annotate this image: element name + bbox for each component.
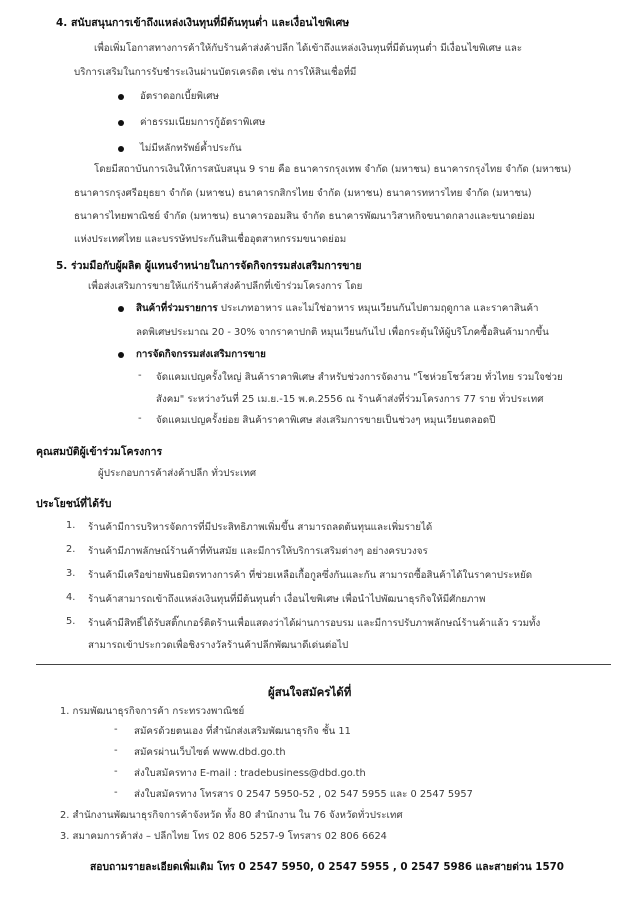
apply-channel-1: 1. กรมพัฒนาธุรกิจการค้า กระทรวงพาณิชย์: [60, 706, 245, 717]
benefit-2-number: 2.: [66, 544, 76, 555]
s5-sub-1-line-2: สังคม" ระหว่างวันที่ 25 เม.ย.-15 พ.ค.2556 ณ ร้านค้าส่งที่ร่วมโครงการ 77 ราย ทั่วประเทศ: [156, 394, 544, 405]
footer-contact: สอบถามรายละเอียดเพิ่มเติม โทร 0 2547 5950, 0 2547 5955 , 0 2547 5986 และสายด่วน 1570: [90, 861, 564, 873]
benefit-5-line-2: สามารถเข้าประกวดเพื่อชิงรางวัลร้านค้าปลีกพัฒนาดีเด่นต่อไป: [88, 640, 349, 651]
benefit-1-number: 1.: [66, 520, 76, 531]
s5-bullet-1-text: ประเภทอาหาร และไม่ใช่อาหาร หมุนเวียนกันไปตามฤดูกาล และราคาสินค้า: [220, 303, 539, 314]
benefit-3: ร้านค้ามีเครือข่ายพันธมิตรทางการค้า ที่ช่วยเหลือเกื้อกูลซึ่งกันและกัน สามารถซื้อสินค้าได้ในราคาประหยัด: [88, 570, 533, 581]
dash-icon: -: [114, 787, 118, 798]
s4-paragraph-line-1: เพื่อเพิ่มโอกาสทางการค้าให้กับร้านค้าส่งค้าปลีก ได้เข้าถึงแหล่งเงินทุนที่มีต้นทุนต่ำ มีเงื่อนไขพิเศษ และ: [94, 43, 523, 54]
dash-icon: -: [114, 724, 118, 735]
apply-heading: ผู้สนใจสมัครได้ที่: [268, 685, 352, 699]
bullet-icon: [118, 352, 124, 358]
s4-banks-line-1: โดยมีสถาบันการเงินให้การสนับสนุน 9 ราย คือ ธนาคารกรุงเทพ จำกัด (มหาชน) ธนาคารกรุงไทย จำกัด (มหาชน): [94, 164, 572, 175]
s5-bullet-1-label: สินค้าที่ร่วมรายการ: [136, 303, 218, 314]
s4-bullet-2: ค่าธรรมเนียมการกู้อัตราพิเศษ: [140, 117, 266, 128]
benefit-4: ร้านค้าสามารถเข้าถึงแหล่งเงินทุนที่มีต้นทุนต่ำ เงื่อนไขพิเศษ เพื่อนำไปพัฒนาธุรกิจให้มีศักยภาพ: [88, 594, 486, 605]
s5-sub-2: จัดแคมเปญครั้งย่อย สินค้าราคาพิเศษ ส่งเสริมการขายเป็นช่วงๆ หมุนเวียนตลอดปี: [156, 415, 496, 426]
section-5-heading: 5. ร่วมมือกับผู้ผลิต ผู้แทนจำหน่ายในการจัดกิจกรรมส่งเสริมการขาย: [56, 260, 362, 272]
s5-bullet-1-cont: ลดพิเศษประมาณ 20 - 30% จากราคาปกติ หมุนเวียนกันไป เพื่อกระตุ้นให้ผู้บริโภคซื้อสินค้ามากขึ้น: [136, 327, 549, 338]
dash-icon: -: [114, 745, 118, 756]
s5-sub-1-line-1: จัดแคมเปญครั้งใหญ่ สินค้าราคาพิเศษ สำหรับช่วงการจัดงาน "โชห่วยโชว์สวย ทั่วไทย รวมใจช่วย: [156, 372, 563, 383]
benefit-4-number: 4.: [66, 592, 76, 603]
apply-channel-2: 2. สำนักงานพัฒนาธุรกิจการค้าจังหวัด ทั้ง 80 สำนักงาน ใน 76 จังหวัดทั่วประเทศ: [60, 810, 403, 821]
document-page: [36, 0, 611, 897]
dash-icon: -: [138, 370, 142, 381]
bullet-icon: [118, 306, 124, 312]
s4-banks-line-4: แห่งประเทศไทย และบรรษัทประกันสินเชื่ออุตสาหกรรมขนาดย่อม: [74, 234, 347, 245]
bullet-icon: [118, 120, 124, 126]
apply-sub-3: ส่งใบสมัครทาง E-mail : tradebusiness@dbd.go.th: [134, 768, 366, 779]
s5-intro: เพื่อส่งเสริมการขายให้แก่ร้านค้าส่งค้าปลีกที่เข้าร่วมโครงการ โดย: [88, 281, 363, 292]
s4-banks-line-2: ธนาคารกรุงศรีอยุธยา จำกัด (มหาชน) ธนาคารกสิกรไทย จำกัด (มหาชน) ธนาคารทหารไทย จำกัด (มหาชน): [74, 188, 532, 199]
benefit-2: ร้านค้ามีภาพลักษณ์ร้านค้าที่ทันสมัย และมีการให้บริการเสริมต่างๆ อย่างครบวงจร: [88, 546, 428, 557]
benefit-3-number: 3.: [66, 568, 76, 579]
s4-bullet-1: อัตราดอกเบี้ยพิเศษ: [140, 91, 219, 102]
s4-bullet-3: ไม่มีหลักทรัพย์ค้ำประกัน: [140, 143, 242, 154]
benefit-5-number: 5.: [66, 616, 76, 627]
section-4-heading: 4. สนับสนุนการเข้าถึงแหล่งเงินทุนที่มีต้นทุนต่ำ และเงื่อนไขพิเศษ: [56, 17, 350, 29]
bullet-icon: [118, 94, 124, 100]
benefit-5-line-1: ร้านค้ามีสิทธิ์ได้รับสติ๊กเกอร์ติดร้านเพื่อแสดงว่าได้ผ่านการอบรม และมีการปรับภาพลักษณ์ร้านค้าแล้ว รวมทั้ง: [88, 618, 541, 629]
dash-icon: -: [114, 766, 118, 777]
qualification-text: ผู้ประกอบการค้าส่งค้าปลีก ทั่วประเทศ: [98, 468, 257, 479]
s5-bullet-1: [136, 301, 539, 316]
s4-banks-line-3: ธนาคารไทยพาณิชย์ จำกัด (มหาชน) ธนาคารออมสิน จำกัด ธนาคารพัฒนาวิสาหกิจขนาดกลางและขนาดย่อม: [74, 211, 536, 222]
s4-paragraph-line-2: บริการเสริมในการรับชำระเงินผ่านบัตรเครดิต เช่น การให้สินเชื่อที่มี: [74, 67, 357, 78]
bullet-icon: [118, 146, 124, 152]
apply-sub-2: สมัครผ่านเว็บไซต์ www.dbd.go.th: [134, 747, 286, 758]
qualification-heading: คุณสมบัติผู้เข้าร่วมโครงการ: [36, 446, 163, 458]
dash-icon: -: [138, 413, 142, 424]
apply-channel-3: 3. สมาคมการค้าส่ง – ปลีกไทย โทร 02 806 5257-9 โทรสาร 02 806 6624: [60, 831, 387, 842]
apply-sub-1: สมัครด้วยตนเอง ที่สำนักส่งเสริมพัฒนาธุรกิจ ชั้น 11: [134, 726, 351, 737]
benefits-heading: ประโยชน์ที่ได้รับ: [36, 498, 112, 510]
s5-bullet-2-label: การจัดกิจกรรมส่งเสริมการขาย: [136, 349, 266, 360]
divider: [36, 664, 611, 665]
apply-sub-4: ส่งใบสมัครทาง โทรสาร 0 2547 5950-52 , 02 547 5955 และ 0 2547 5957: [134, 789, 473, 800]
benefit-1: ร้านค้ามีการบริหารจัดการที่มีประสิทธิภาพเพิ่มขึ้น สามารถลดต้นทุนและเพิ่มรายได้: [88, 522, 433, 533]
